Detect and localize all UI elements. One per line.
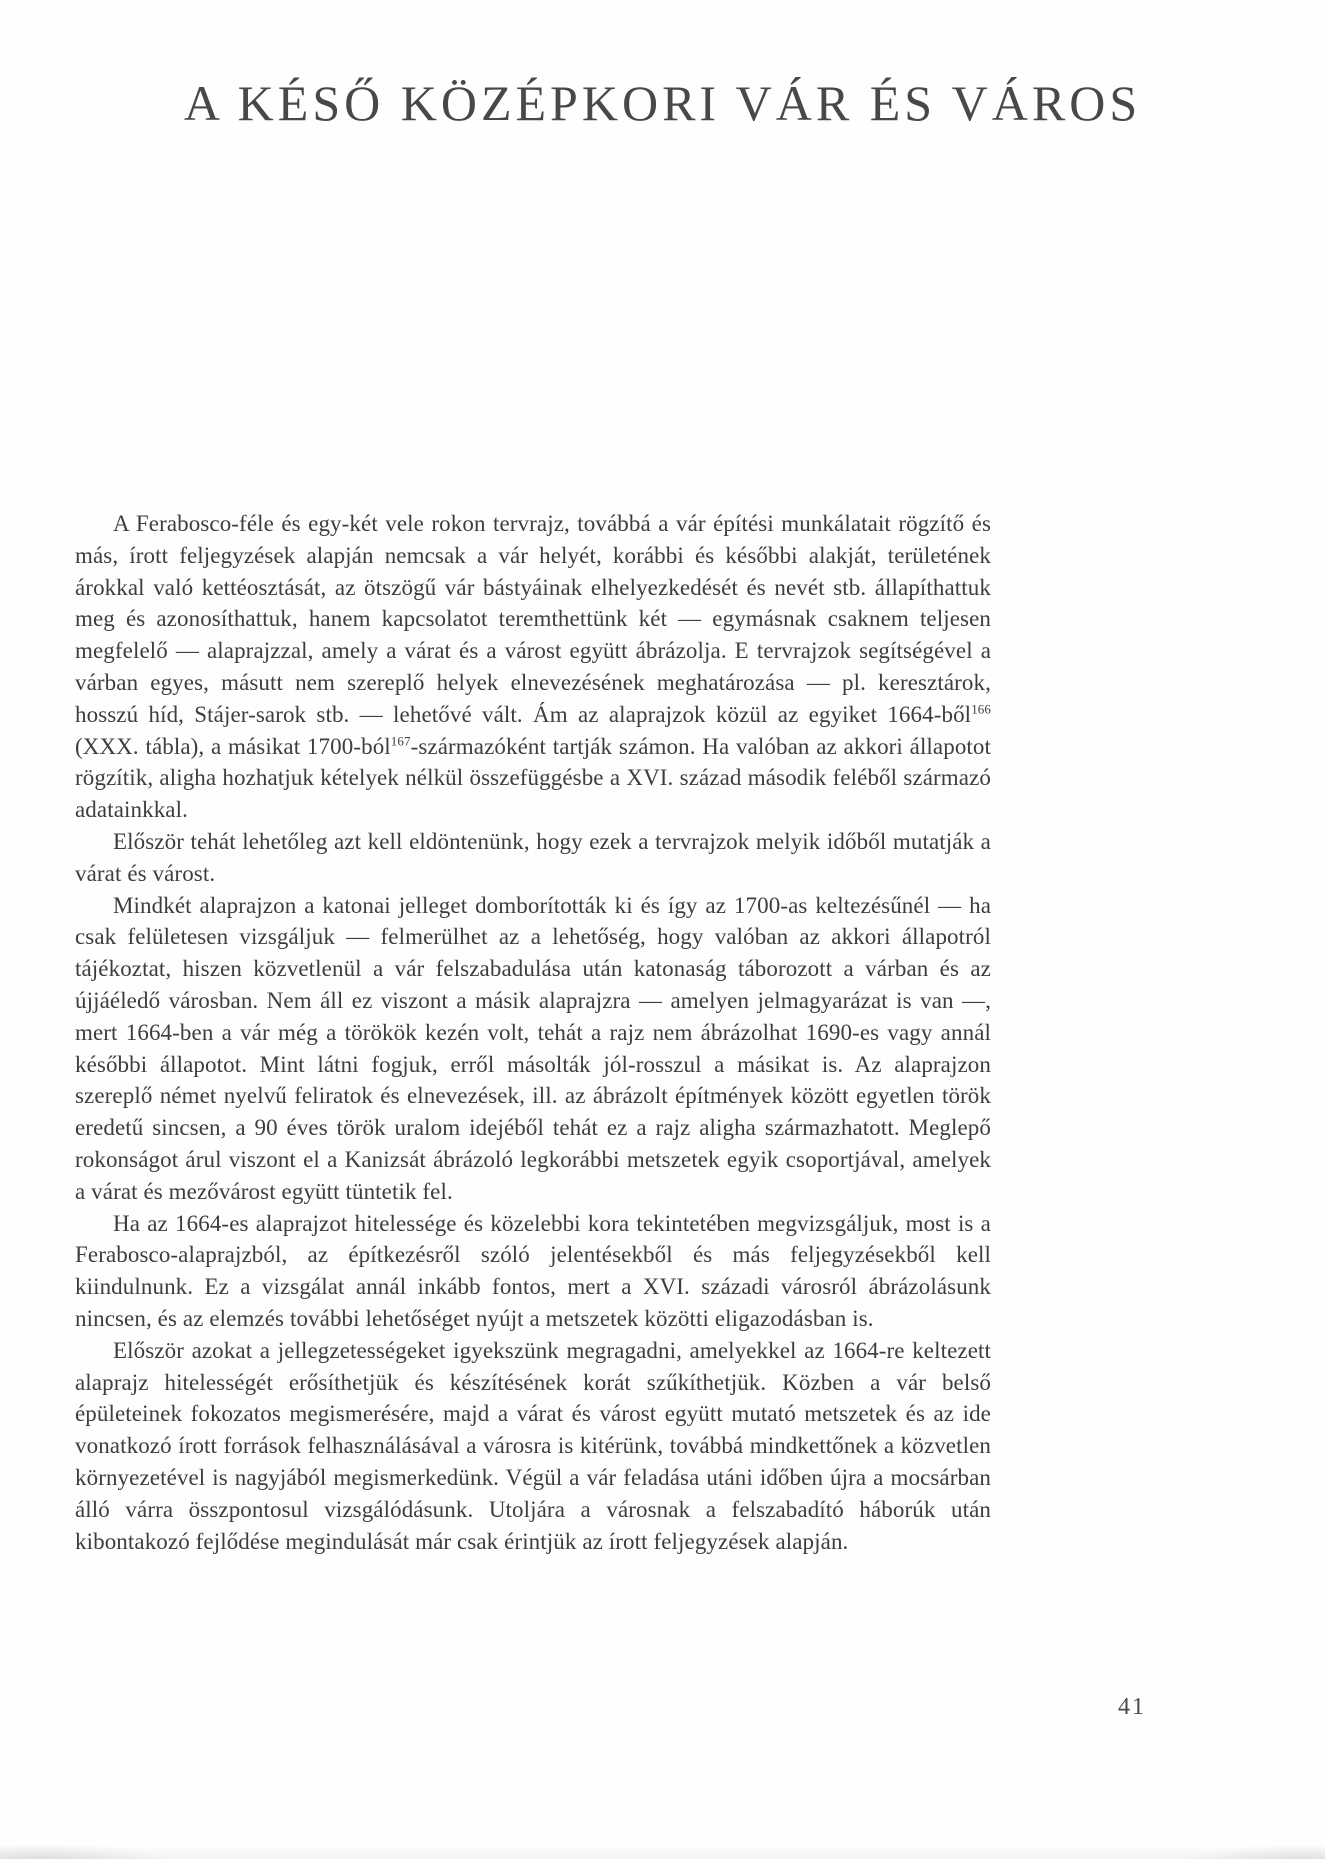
paragraph (75, 826, 991, 890)
paragraph-text: Először azokat a jellegzetességeket igyekszünk megragadni, amelyekkel az 1664-re keltezett alaprajz hitelességét erősíthetjük és készítésének korát szűkíthetjük. Közben a vár belső épületeinek fokozatos megismerésére, majd a várat és várost együtt mutató metszetek és az ide vonatkozó írott források felhasználásával a városra is kitérünk, továbbá mindkettőnek a közvetlen környezetével is nagyjából megismerkedünk. Végül a vár feladása utáni időben újra a mocsárban álló várra összpontosul vizsgálódásunk. Utoljára a városnak a felszabadító háborúk után kibontakozó fejlődése megindulását már csak érintjük az írott feljegyzések alapján. (75, 1337, 991, 1554)
footnote-reference: 166 (971, 701, 991, 717)
paragraph-text: Ha az 1664-es alaprajzot hitelessége és közelebbi kora tekintetében megvizsgáljuk, most is a Ferabosco-alaprajzból, az építkezésről szóló jelentésekből és más feljegyzésekből kell kiindulnunk. Ez a vizsgálat annál inkább fontos, mert a XVI. századi városról ábrázolásunk nincsen, és az elemzés további lehetőséget nyújt a metszetek közötti eligazodásban is. (75, 1210, 991, 1331)
paragraph-text: -származóként tartják számon. Ha valóban az akkori állapotot rögzítik, aligha hozhatjuk kételyek nélkül összefüggésbe a XVI. század második feléből származó adatainkkal. (75, 733, 992, 823)
page-title: A KÉSŐ KÖZÉPKORI VÁR ÉS VÁROS (183, 75, 1142, 131)
page-number: 41 (1118, 1694, 1146, 1720)
paragraph (75, 1208, 991, 1335)
paragraph (75, 1335, 991, 1558)
paragraph-text: (XXX. tábla), a másikat 1700-ból (75, 733, 391, 759)
paragraph-text: A Ferabosco-féle és egy-két vele rokon tervrajz, továbbá a vár építési munkálatait rögzítő és más, írott feljegyzések alapján nemcsak a vár helyét, korábbi és későbbi alakját, területének árokkal való kettéosztását, az ötszögű vár bástyáinak elhelyezkedését és nevét stb. állapíthattuk meg és azonosíthattuk, hanem kapcsolatot teremthettünk két — egymásnak csaknem teljesen megfelelő — alaprajzzal, amely a várat és a várost együtt ábrázolja. E tervrajzok segítségével a várban egyes, másutt nem szereplő helyek elnevezésének meghatározása — pl. keresztárok, hosszú híd, Stájer-sarok stb. — lehetővé vált. Ám az alaprajzok közül az egyiket 1664-ből (75, 511, 991, 727)
paragraph-text: Mindkét alaprajzon a katonai jelleget domborították ki és így az 1700-as keltezésűnél — ha csak felületesen vizsgáljuk — felmerülhet az a lehetőség, hogy valóban az akkori állapotról tájékoztat, hiszen közvetlenül a vár felszabadulása után katonaság táborozott a várban és az újjáéledő városban. Nem áll ez viszont a másik alaprajzra — amelyen jelmagyarázat is van —, mert 1664-ben a vár még a törökök kezén volt, tehát a rajz nem ábrázolhat 1690-es vagy annál későbbi állapotot. Mint látni fogjuk, erről másolták jól-rosszul a másikat is. Az alaprajzon szereplő német nyelvű feliratok és elnevezések, ill. az ábrázolt építmények között egyetlen török eredetű sincsen, a 90 éves török uralom idejéből tehát ez a rajz aligha származhatott. Meglepő rokonságot árul viszont el a Kanizsát ábrázoló legkorábbi metszetek egyik csoportjával, amelyek a várat és mezővárost együtt tüntetik fel. (75, 892, 991, 1204)
footnote-reference: 167 (390, 732, 411, 748)
paragraph (75, 890, 991, 1208)
text-block (75, 508, 991, 1557)
paragraph-text: Először tehát lehetőleg azt kell eldöntenünk, hogy ezek a tervrajzok melyik időből mutatják a várat és várost. (75, 828, 991, 886)
paragraph (75, 508, 991, 826)
